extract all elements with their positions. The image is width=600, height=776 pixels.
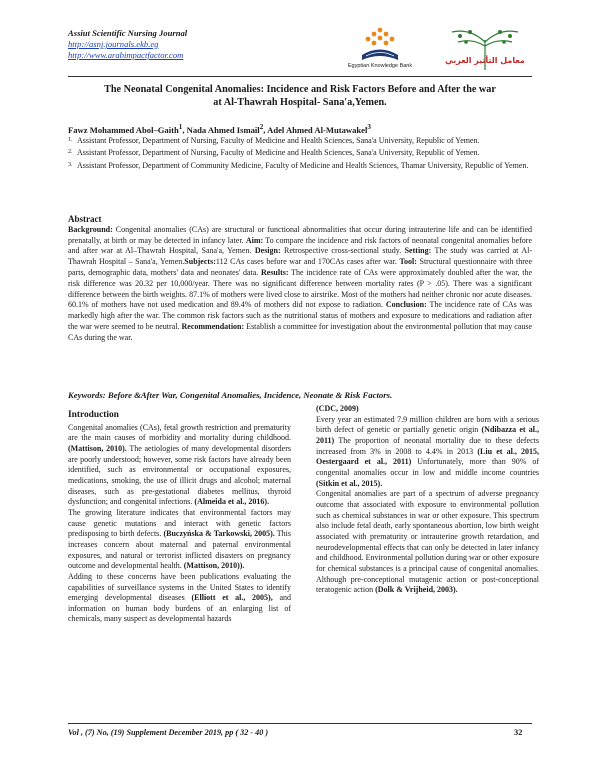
- citation: (Mattison, 2010)).: [183, 561, 245, 571]
- title-line-1: The Neonatal Congenital Anomalies: Incidence and Risk Factors Before and After the war: [104, 84, 496, 95]
- citation: (Buczyńska & Tarkowski, 2005).: [163, 529, 275, 539]
- affiliation-text: Assistant Professor, Department of Nursing, Faculty of Medicine and Health Sciences, Sana'a University, Republic of Yemen.: [77, 148, 480, 158]
- background-label: Background:: [68, 224, 113, 234]
- author-list: Fawz Mohammed Abol–Gaith$^1$, Nada Ahmed Ismail$^2$, Adel Ahmed Al-Mutawakel$^3$: [68, 123, 371, 135]
- recommendation-label: Recommendation:: [181, 321, 245, 331]
- affiliation: [68, 136, 538, 146]
- citation: (Dolk & Vrijheid, 2003).: [375, 585, 458, 595]
- author-sup: 2: [259, 123, 264, 131]
- affiliation: [68, 148, 538, 158]
- tool-label: Tool:: [399, 257, 417, 267]
- journal-url-link[interactable]: http://asnj.journals.ekb.eg: [68, 39, 159, 49]
- paragraph: [316, 404, 539, 415]
- text: Congenital anomalies are part of a spectrum of adverse pregnancy outcome that associated with exposure to environmental pollution such as chemical substances in war or other exposure. This spectrum also include fetal death, early spontaneous abortion, low birth weight associated with prematurity or intrauterine growth retardation, and neurodevelopmental effects that can only be detected in later infancy and childhood. Environmental pollution during war or other exposure for chemical substances is a principal cause of congenital anomalies. Although pre-conceptional mutagenic action or post-conceptional teratogenic action: [316, 489, 539, 595]
- text: This increases concern about maternal and paternal environmental exposures, and natural or terrorist inflicted disasters on pregnancy outcome and developmental health.: [68, 529, 291, 571]
- paragraph: [68, 423, 291, 508]
- conclusion-text: The incidence rate of CAs was markedly high after the war. The common risk factors such as the nutritional status of mothers and exposure to medications and radiation after the war were seemed to be neutral.: [68, 300, 532, 331]
- left-column: [68, 410, 291, 625]
- author-name: Fawz Mohammed Abol–Gaith: [68, 124, 179, 135]
- page-number: 32: [514, 728, 523, 737]
- text: Unfortunately, more than 90% of congenital anomalies occur in low and middle income countries: [316, 457, 539, 477]
- arab-impact-factor-logo: [430, 20, 540, 76]
- affiliation-number: 1.: [68, 137, 73, 143]
- subjects-text: 112 CAs cases before war and 170CAs cases after war.: [215, 257, 400, 267]
- paper-title: [60, 84, 540, 109]
- citation: (CDC, 2009): [316, 404, 359, 413]
- footer-divider: [68, 723, 532, 724]
- ekb-logo-caption: Egyptian Knowledge Bank: [347, 63, 413, 69]
- citation: (Mattison, 2010).: [68, 443, 127, 453]
- design-label: Design:: [254, 246, 281, 256]
- conclusion-label: Conclusion:: [385, 300, 427, 310]
- subjects-label: Subjects:: [184, 257, 216, 267]
- affiliation-text: Assistant Professor, Department of Community Medicine, Faculty of Medicine and Health Sciences, Thamar University, Republic of Yemen.: [77, 160, 529, 170]
- paragraph: [316, 415, 539, 490]
- paragraph: [316, 489, 539, 596]
- text: Every year an estimated 7.9 million children are born with a serious birth defect of genetic or partially genetic origin: [316, 414, 539, 435]
- paragraph: [68, 572, 291, 625]
- text: Congenital anomalies (CAs), fetal growth restriction and prematurity are the main causes of morbidity and mortality during childhood.: [68, 422, 291, 443]
- journal-name: Assiut Scientific Nursing Journal: [68, 28, 188, 38]
- abstract: [68, 214, 532, 344]
- title-line-2: at Al-Thawrah Hospital- Sana'a,Yemen.: [213, 96, 387, 108]
- keywords: Keywords: Before &After War, Congenital Anomalies, Incidence, Neonate & Risk Factors.: [68, 390, 393, 400]
- affiliation: [68, 161, 538, 171]
- background-text: Congenital anomalies (CAs) are structural or functional abnormalities that occur during intrauterine life and can be identified prenatally, at birth or may be detected in infancy later.: [68, 224, 532, 245]
- text: Adding to these concerns have been publications evaluating the capabilities of surveillance systems in the United States to identify emerging developmental diseases: [68, 571, 291, 603]
- text: The proportion of neonatal mortality due to these defects increased from 3% in 2008 to 4.4% in 2013: [316, 435, 539, 456]
- recommendation-text: Establish a committee for investigation about the environmental pollution that may cause CAs during the war.: [68, 321, 533, 342]
- affiliation-list: [68, 136, 538, 173]
- paragraph: [68, 508, 291, 572]
- text: The growing literature indicates that environmental factors may cause genetic mutations and interact with genetic factors predisposing to birth defects.: [68, 507, 291, 539]
- introduction-heading: Introduction: [68, 410, 119, 420]
- results-label: Results:: [260, 267, 289, 277]
- citation: (Ndibazza et al., 2011): [316, 425, 539, 445]
- setting-label: Setting:: [404, 246, 432, 256]
- text: The aetiologies of many developmental disorders are poorly understood; however, some risk factors have already been identified, such as environmental or occupational exposures, medications, smoking, the use of illicit drugs and alcohol; maternal diseases, such as pre-gestational diabetes mellitus, thyroid dysfunction; and congenital infections.: [68, 443, 291, 507]
- abstract-body: [68, 225, 532, 344]
- author-sup: 1: [178, 123, 183, 131]
- results-text: The incidence rate of CAs were approximately doubled after the war, the risk difference was 20.32 per 10,000/year. There was no significant difference between mortality rates (P > .05). There was a significant difference between the birth weights. 87.1% of mothers were lived close to airstrike. Most of the mothers had neither chronic nor acute diseases. 60.1% of mothers have not used medication and 89.4% of mothers did not expose to radiation.: [68, 267, 533, 310]
- arab-impact-url-link[interactable]: http://www.arabimpactfactor.com: [68, 50, 184, 60]
- affiliation-number: 3.: [68, 161, 73, 168]
- affiliation-number: 2.: [68, 149, 73, 156]
- arab-logo-text: معامل التأثير العربي: [445, 56, 525, 65]
- aim-text: To compare the incidence and risk factors of neonatal congenital anomalies before and after war at Al–Thawrah Hospital, Sana'a, Yemen.: [68, 235, 532, 256]
- footer-citation: Vol , (7) No, (19) Supplement December 2019, pp ( 32 - 40 ): [68, 728, 269, 737]
- citation: (Almeida et al., 2016).: [194, 497, 270, 507]
- citation: (Sitkin et al., 2015).: [316, 478, 383, 488]
- citation: (Liu et al., 2015, Oestergaard et al., 2011): [316, 446, 540, 467]
- setting-text: The study was carried at Al-Thawrah Hospital – Sana'a, Yemen.: [68, 246, 532, 267]
- citation: (Elliott et al., 2005),: [191, 593, 273, 603]
- abstract-heading: Abstract: [68, 214, 102, 224]
- author-sup: 3: [367, 123, 371, 131]
- header-divider: [68, 76, 532, 77]
- aim-label: Aim:: [245, 235, 264, 245]
- tool-text: Structural questionnaire with three parts, demographic data, mothers' data and neonates' data.: [68, 257, 533, 277]
- affiliation-text: Assistant Professor, Department of Nursing, Faculty of Medicine and Health Sciences, Sana'a University, Republic of Yemen.: [77, 136, 480, 145]
- design-text: Retrospective cross-sectional study.: [280, 246, 405, 256]
- right-column: [316, 404, 539, 596]
- journal-header: [68, 28, 187, 61]
- author-name: Adel Ahmed Al-Mutawakel: [267, 124, 368, 135]
- text: and information on human body burdens of an enlarging list of chemicals, many suspect as developmental hazards: [68, 593, 291, 624]
- author-name: Nada Ahmed Ismail: [186, 124, 260, 135]
